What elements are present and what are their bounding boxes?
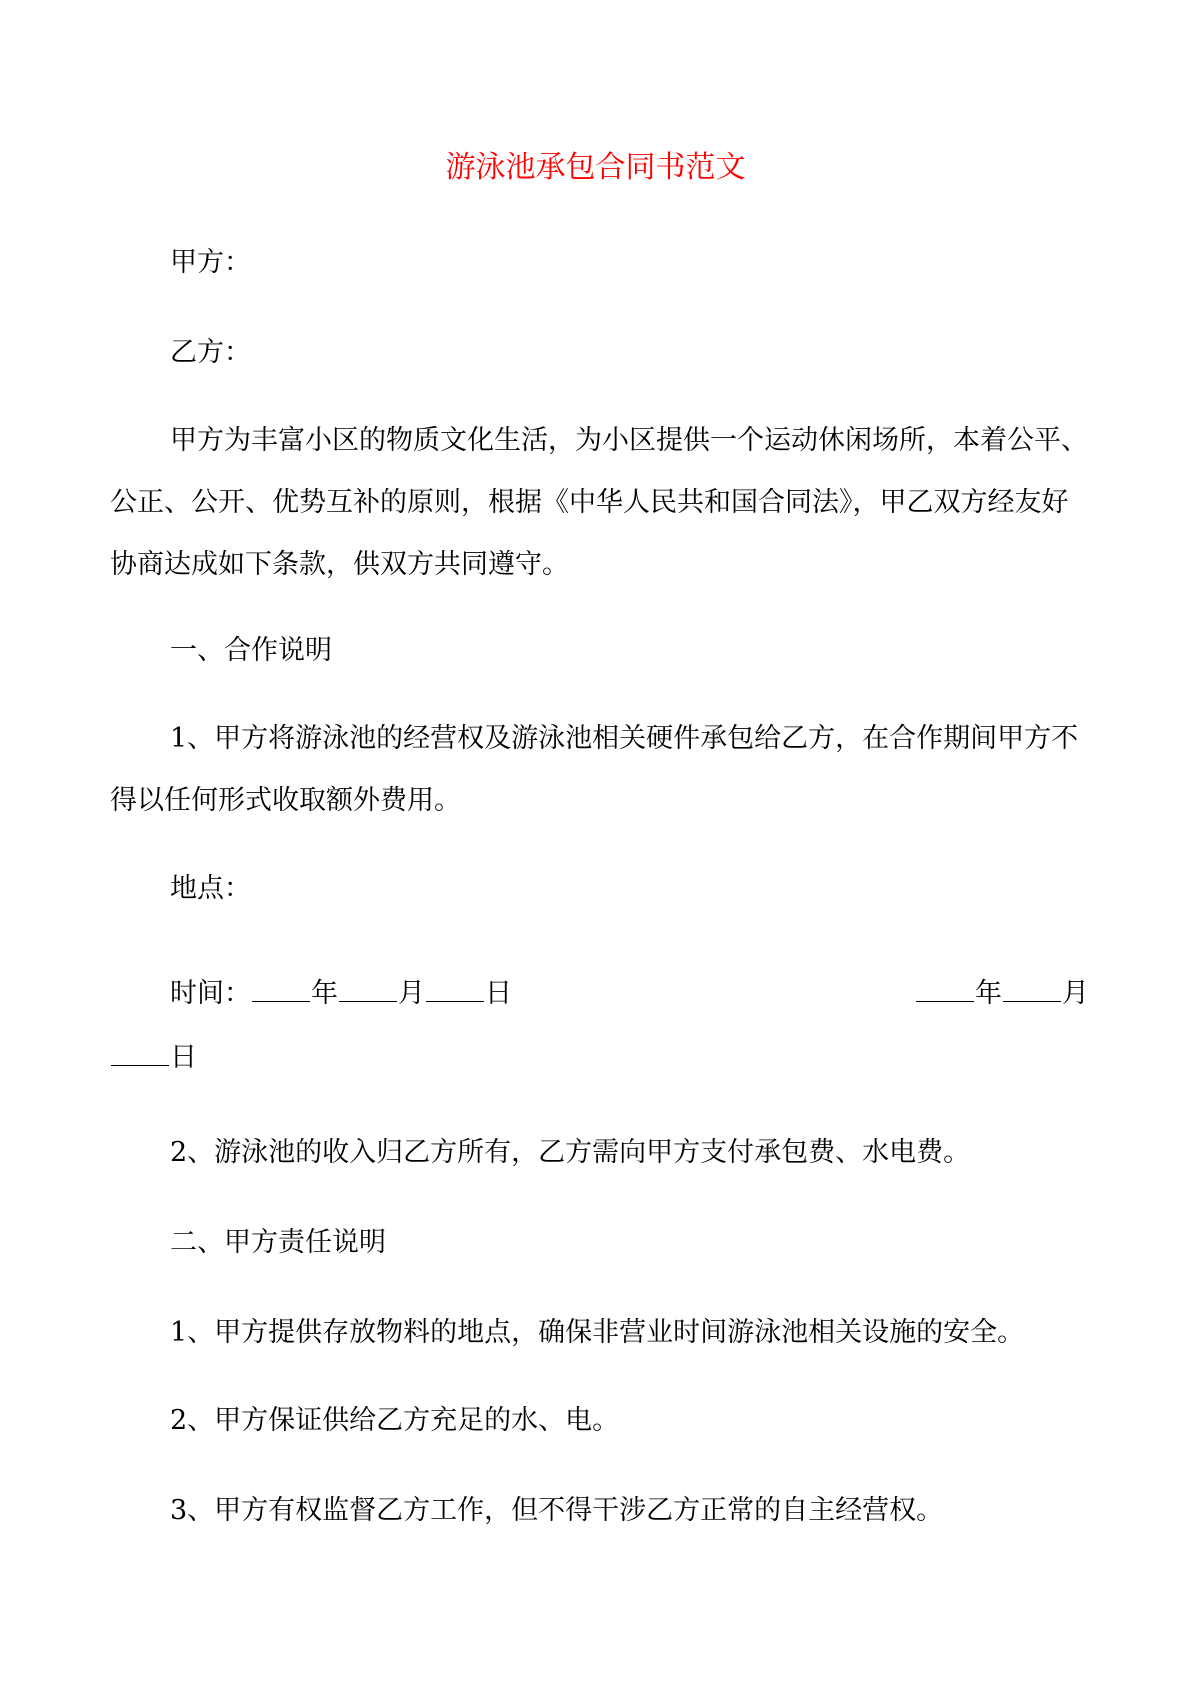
blank-line bbox=[111, 1039, 169, 1066]
month-label: 月 bbox=[1062, 978, 1089, 1009]
day-label: 日 bbox=[485, 978, 512, 1009]
time-label: 时间： bbox=[170, 978, 251, 1009]
section2-heading: 二、甲方责任说明 bbox=[170, 1227, 386, 1258]
blank-line bbox=[426, 975, 484, 1002]
blank-line bbox=[1003, 975, 1061, 1002]
time-end bbox=[915, 974, 1089, 1014]
blank-line bbox=[916, 975, 974, 1002]
party-a-line: 甲方： bbox=[170, 247, 251, 278]
intro-paragraph: 甲方为丰富小区的物质文化生活，为小区提供一个运动休闲场所，本着公平、公正、公开、优势互补的原则，根据《中华人民共和国合同法》，甲乙双方经友好协商达成如下条款，供双方共同遵守。 bbox=[110, 425, 1088, 580]
blank-line bbox=[252, 975, 310, 1002]
section1-item1: 1、甲方将游泳池的经营权及游泳池相关硬件承包给乙方，在合作期间甲方不得以任何形式收取额外费用。 bbox=[110, 723, 1079, 816]
section1-heading: 一、合作说明 bbox=[170, 635, 332, 666]
time-start bbox=[170, 974, 512, 1014]
section1-item2: 2、游泳池的收入归乙方所有，乙方需向甲方支付承包费、水电费。 bbox=[170, 1137, 971, 1168]
party-b-line: 乙方： bbox=[170, 337, 251, 368]
document-title: 游泳池承包合同书范文 bbox=[445, 150, 746, 185]
section2-item3: 3、甲方有权监督乙方工作，但不得干涉乙方正常的自主经营权。 bbox=[170, 1495, 944, 1526]
year-label: 年 bbox=[311, 978, 338, 1009]
time-end-day bbox=[110, 1038, 197, 1078]
blank-line bbox=[339, 975, 397, 1002]
day-label: 日 bbox=[170, 1042, 197, 1073]
section2-item1: 1、甲方提供存放物料的地点，确保非营业时间游泳池相关设施的安全。 bbox=[170, 1317, 1025, 1348]
location-label: 地点： bbox=[170, 873, 251, 904]
year-label: 年 bbox=[975, 978, 1002, 1009]
month-label: 月 bbox=[398, 978, 425, 1009]
section2-item2: 2、甲方保证供给乙方充足的水、电。 bbox=[170, 1405, 620, 1436]
